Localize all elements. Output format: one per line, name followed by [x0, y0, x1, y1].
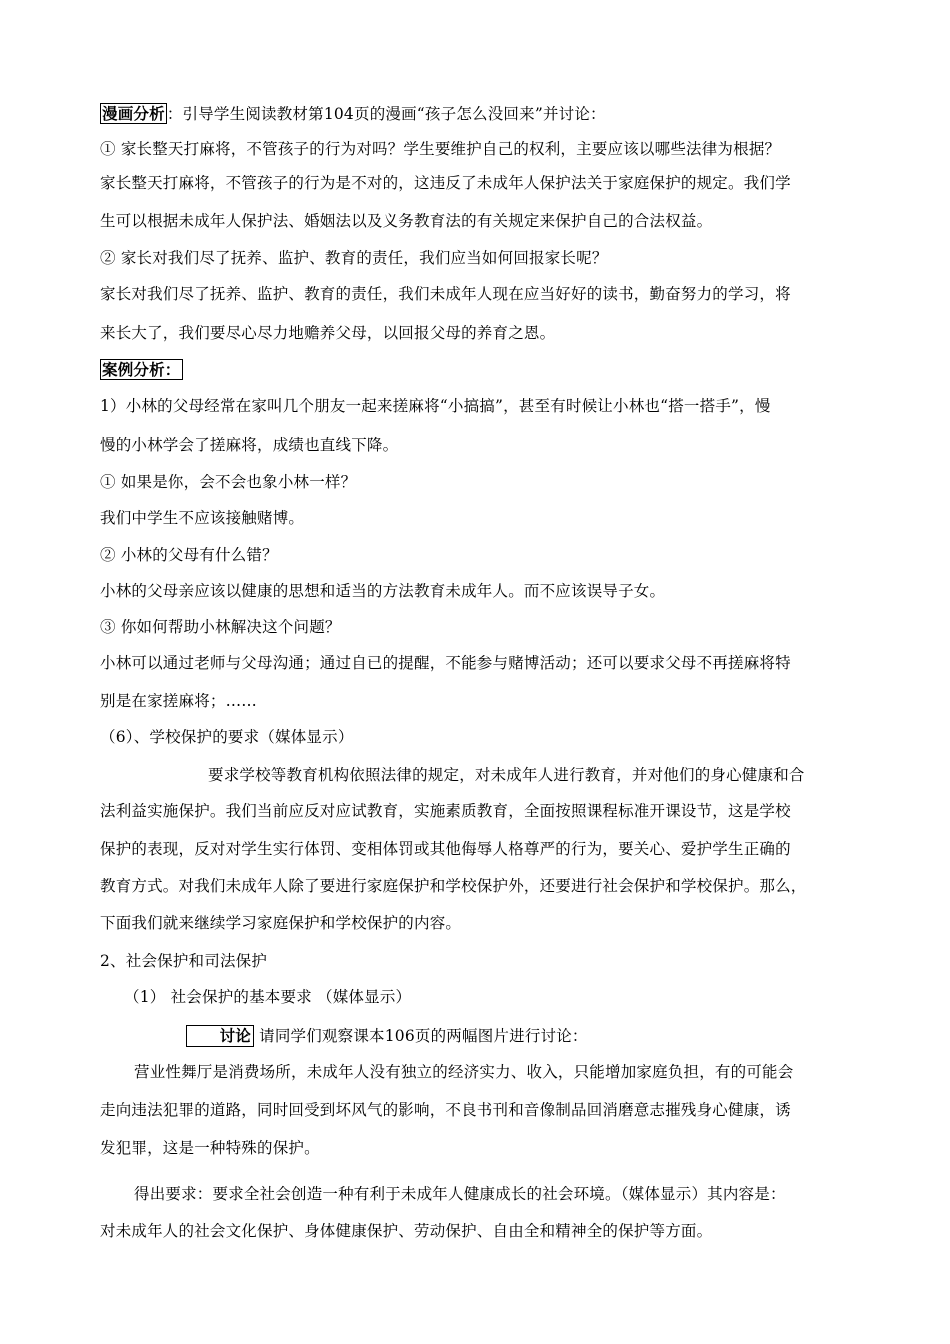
comic-analysis-line: [100, 104, 606, 124]
case-question-1: ① 如果是你，会不会也象小林一样？: [100, 473, 357, 491]
social-paragraph-1-line-3: 发犯罪，这是一种特殊的保护。: [100, 1139, 320, 1157]
school-paragraph-line-5: 下面我们就来继续学习家庭保护和学校保护的内容。: [100, 914, 462, 932]
comic-answer-1-line-1: 家长整天打麻将，不管孩子的行为是不对的，这违反了未成年人保护法关于家庭保护的规定。我们学: [100, 174, 791, 192]
comic-answer-2-line-1: 家长对我们尽了抚养、监护、教育的责任，我们未成年人现在应当好好的读书，勤奋努力的学习，将: [100, 285, 791, 303]
comic-answer-2-line-2: 来长大了，我们要尽心尽力地赡养父母，以回报父母的养育之恩。: [100, 324, 556, 342]
discussion-text: 请同学们观察课本106页的两幅图片进行讨论：: [254, 1027, 588, 1045]
case-question-2: ② 小林的父母有什么错？: [100, 546, 278, 564]
discussion-label: 讨论: [186, 1025, 254, 1047]
social-paragraph-1-line-2: 走向违法犯罪的道路，同时回受到坏风气的影响，不良书刊和音像制品回消磨意志摧残身心健康，诱: [100, 1101, 791, 1119]
social-protection-heading: 2、社会保护和司法保护: [100, 952, 268, 970]
school-protection-heading: （6）、学校保护的要求（媒体显示）: [100, 728, 354, 746]
school-paragraph-line-4: 教育方式。对我们未成年人除了要进行家庭保护和学校保护外，还要进行社会保护和学校保护。那么，: [100, 877, 807, 895]
case-answer-1: 我们中学生不应该接触赌博。: [100, 509, 305, 527]
social-paragraph-2-line-2: 对未成年人的社会文化保护、身体健康保护、劳动保护、自由全和精神全的保护等方面。: [100, 1222, 713, 1240]
comic-answer-1-line-2: 生可以根据未成年人保护法、婚姻法以及义务教育法的有关规定来保护自己的合法权益。: [100, 212, 713, 230]
comic-analysis-heading: 漫画分析: [102, 104, 165, 123]
comic-question-1: ① 家长整天打麻将，不管孩子的行为对吗？学生要维护自己的权利，主要应该以哪些法律为根据？: [100, 140, 781, 158]
case-answer-3-line-1: 小林可以通过老师与父母沟通；通过自已的提醒，不能参与赌博活动；还可以要求父母不再搓麻将特: [100, 654, 791, 672]
case-description-line-1: 1）小林的父母经常在家叫几个朋友一起来搓麻将“小搞搞”，甚至有时候让小林也“搭一搭手”，慢: [100, 397, 771, 415]
school-paragraph-line-2: 法利益实施保护。我们当前应反对应试教育，实施素质教育，全面按照课程标准开课设节，这是学校: [100, 802, 791, 820]
case-analysis-line: [100, 360, 183, 380]
case-description-line-2: 慢的小林学会了搓麻将，成绩也直线下降。: [100, 436, 399, 454]
social-protection-subheading: （1） 社会保护的基本要求 （媒体显示）: [124, 988, 412, 1006]
social-paragraph-2-line-1: 得出要求：要求全社会创造一种有利于未成年人健康成长的社会环境。（媒体显示）其内容是：: [134, 1185, 786, 1203]
discussion-line: [186, 1025, 588, 1047]
social-paragraph-1-line-1: 营业性舞厅是消费场所，未成年人没有独立的经济实力、收入，只能增加家庭负担，有的可能会: [134, 1063, 794, 1081]
school-paragraph-line-3: 保护的表现，反对对学生实行体罚、变相体罚或其他侮辱人格尊严的行为，要关心、爱护学生正确的: [100, 840, 791, 858]
school-paragraph-line-1: 要求学校等教育机构依照法律的规定，对未成年人进行教育，并对他们的身心健康和合: [208, 766, 805, 784]
case-answer-3-line-2: 别是在家搓麻将；……: [100, 692, 258, 710]
case-analysis-heading: 案例分析：: [102, 360, 181, 379]
case-question-3: ③ 你如何帮助小林解决这个问题？: [100, 618, 341, 636]
case-answer-2: 小林的父母亲应该以健康的思想和适当的方法教育未成年人。而不应该误导子女。: [100, 582, 666, 600]
comic-analysis-intro: ：引导学生阅读教材第104页的漫画“孩子怎么没回来”并讨论：: [166, 105, 606, 123]
comic-question-2: ② 家长对我们尽了抚养、监护、教育的责任，我们应当如何回报家长呢？: [100, 249, 608, 267]
